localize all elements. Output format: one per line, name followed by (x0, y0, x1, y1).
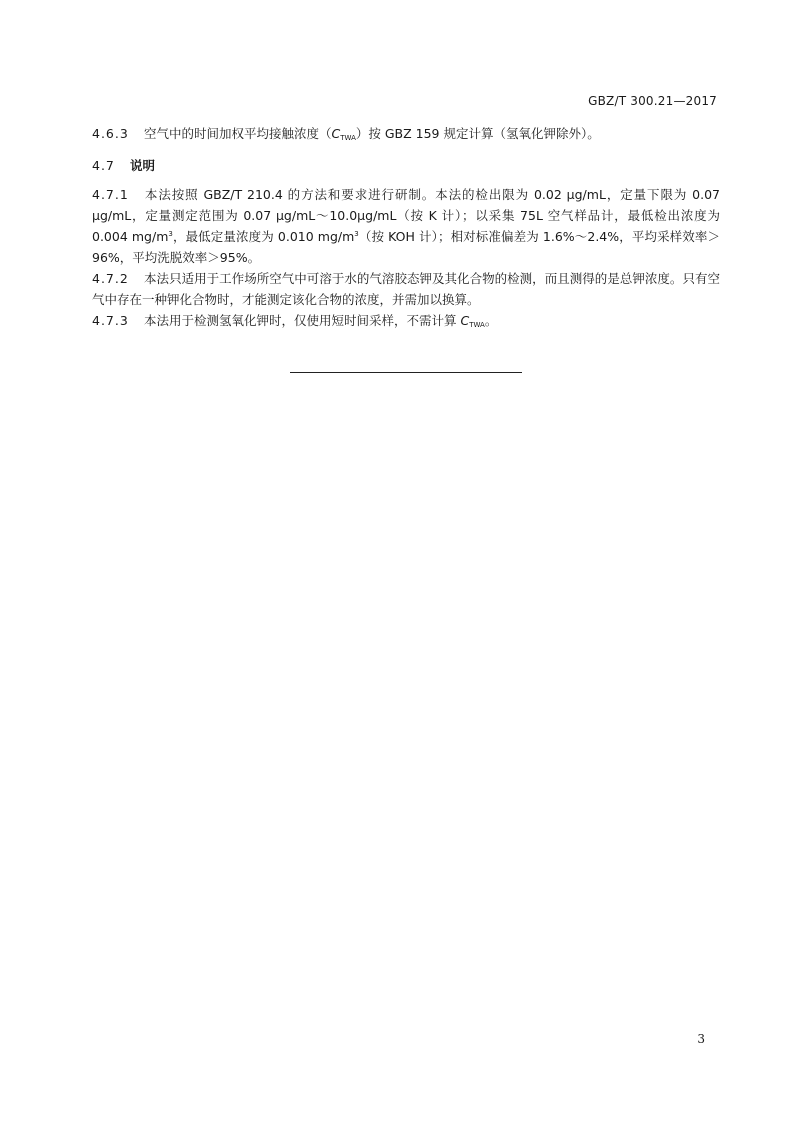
document-body (92, 123, 720, 336)
page-number: 3 (697, 1032, 705, 1046)
clause-text-end: 。 (484, 313, 498, 328)
section-heading-4-7 (92, 155, 720, 176)
section-title: 说明 (130, 158, 156, 173)
standard-code: GBZ/T 300.21—2017 (588, 94, 717, 108)
clause-4-6-3 (92, 123, 720, 149)
superscript: 3 (354, 230, 359, 238)
clause-text: 本法按照 GBZ/T 210.4 的方法和要求进行研制。本法的检出限为 0.02 μg/mL，定量下限为 0.07 μg/mL，定量测定范围为 0.07 μg/mL～10.0μg/mL（按 K 计）；以采集 75L 空气样品计，最低检出浓度为 0.004 mg/m (92, 187, 720, 244)
clause-4-7-1 (92, 184, 720, 268)
variable-c: C (331, 126, 341, 141)
clause-text: 空气中的时间加权平均接触浓度（ (144, 126, 332, 141)
clause-text: ，最低定量浓度为 0.010 mg/m (172, 229, 355, 244)
clause-text: 本法用于检测氢氧化钾时，仅使用短时间采样，不需计算 (144, 313, 461, 328)
variable-subscript: TWA (340, 134, 356, 142)
superscript: 3 (168, 230, 173, 238)
clause-number: 4.6.3 (92, 126, 129, 141)
variable-subscript: TWA (469, 321, 485, 329)
clause-text: （按 KOH 计）；相对标准偏差为 1.6%～2.4%，平均采样效率＞96%，平均洗脱效率＞95%。 (92, 229, 721, 265)
clause-number: 4.7.1 (92, 187, 129, 202)
clause-text-end: ）按 GBZ 159 规定计算（氢氧化钾除外）。 (355, 126, 600, 141)
clause-4-7-2 (92, 268, 720, 310)
section-number: 4.7 (92, 158, 115, 173)
clause-text: 本法只适用于工作场所空气中可溶于水的气溶胶态钾及其化合物的检测，而且测得的是总钾浓度。只有空气中存在一种钾化合物时，才能测定该化合物的浓度，并需加以换算。 (92, 271, 720, 307)
clause-number: 4.7.2 (92, 271, 129, 286)
clause-4-7-3 (92, 310, 720, 336)
clause-number: 4.7.3 (92, 313, 129, 328)
variable-c: C (460, 313, 470, 328)
end-of-standard-rule (290, 372, 522, 373)
